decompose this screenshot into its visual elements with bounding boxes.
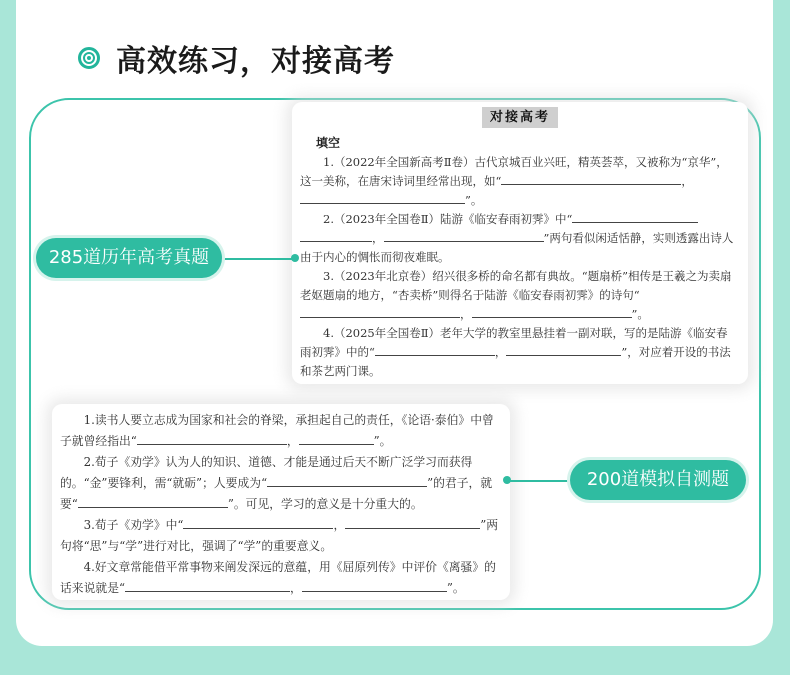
question-item: 3.荀子《劝学》中“ ， ”两句将“思”与“学”进行对比，强调了“学”的重要意义。 (60, 518, 499, 553)
section-title: 高效练习，对接高考 (116, 44, 395, 79)
answer-blank (183, 516, 333, 529)
answer-blank (384, 229, 544, 242)
question-item: 3.（2023年北京卷）绍兴很多桥的命名都有典故。“题扇桥”相传是王羲之为卖扇老妪题扇的地方，“杏卖桥”则得名于陆游《临安春雨初霁》的诗句“， ”。 (300, 269, 732, 321)
exam-count-badge: 285道历年高考真题 (36, 238, 222, 278)
exam-paper-excerpt (292, 102, 748, 384)
answer-blank (137, 432, 287, 445)
question-item: 4.（2025年全国卷Ⅱ）老年大学的教室里悬挂着一副对联，写的是陆游《临安春雨初霁》中的“ ， ”，对应着开设的书法和茶艺两门课。 (300, 326, 731, 378)
answer-blank (302, 579, 447, 592)
question-item: 2.（2023年全国卷Ⅱ）陆游《临安春雨初霁》中“， ”两句看似闲适恬静，实则透露出诗人由于内心的惆怅而彻夜难眠。 (300, 212, 734, 264)
answer-blank (267, 474, 427, 487)
answer-blank (572, 210, 698, 223)
question-item: 4.好文章常能借平常事物来阐发深远的意蕴，用《屈原列传》中评价《离骚》的话来说就是“ ， ”。 (60, 560, 496, 595)
callout-leader-line (506, 480, 570, 482)
section-label: 填空 (316, 136, 341, 150)
question-item: 2.荀子《劝学》认为人的知识、道德、才能是通过后天不断广泛学习而获得的。“金”要锋利，需“就砺”；人要成为“ ”的君子，就要“ ”。可见，学习的意义是十分重大的。 (60, 455, 493, 511)
section-header (78, 36, 395, 80)
answer-blank (472, 305, 632, 318)
answer-blank (345, 516, 480, 529)
mock-count-badge: 200道模拟自测题 (570, 460, 746, 500)
answer-blank (300, 191, 465, 204)
target-icon (78, 47, 100, 69)
callout-dot (503, 476, 511, 484)
answer-blank (125, 579, 290, 592)
answer-blank (78, 495, 228, 508)
mock-paper-excerpt (52, 404, 510, 600)
answer-blank (501, 172, 681, 185)
callout-leader-line (222, 258, 294, 260)
question-item: 1.读书人要立志成为国家和社会的脊梁，承担起自己的责任，《论语·泰伯》中曾子就曾经指出“ ， ”。 (60, 413, 494, 448)
question-item: 1.（2022年全国新高考Ⅱ卷）古代京城百业兴旺，精英荟萃，又被称为“京华”，这一美称，在唐宋诗词里经常出现，如“ ，”。 (300, 155, 728, 207)
answer-blank (375, 343, 495, 356)
answer-blank (299, 432, 374, 445)
answer-blank (300, 229, 372, 242)
callout-dot (291, 254, 299, 262)
answer-blank (506, 343, 621, 356)
paper-title: 对接高考 (482, 107, 558, 128)
answer-blank (300, 305, 460, 318)
